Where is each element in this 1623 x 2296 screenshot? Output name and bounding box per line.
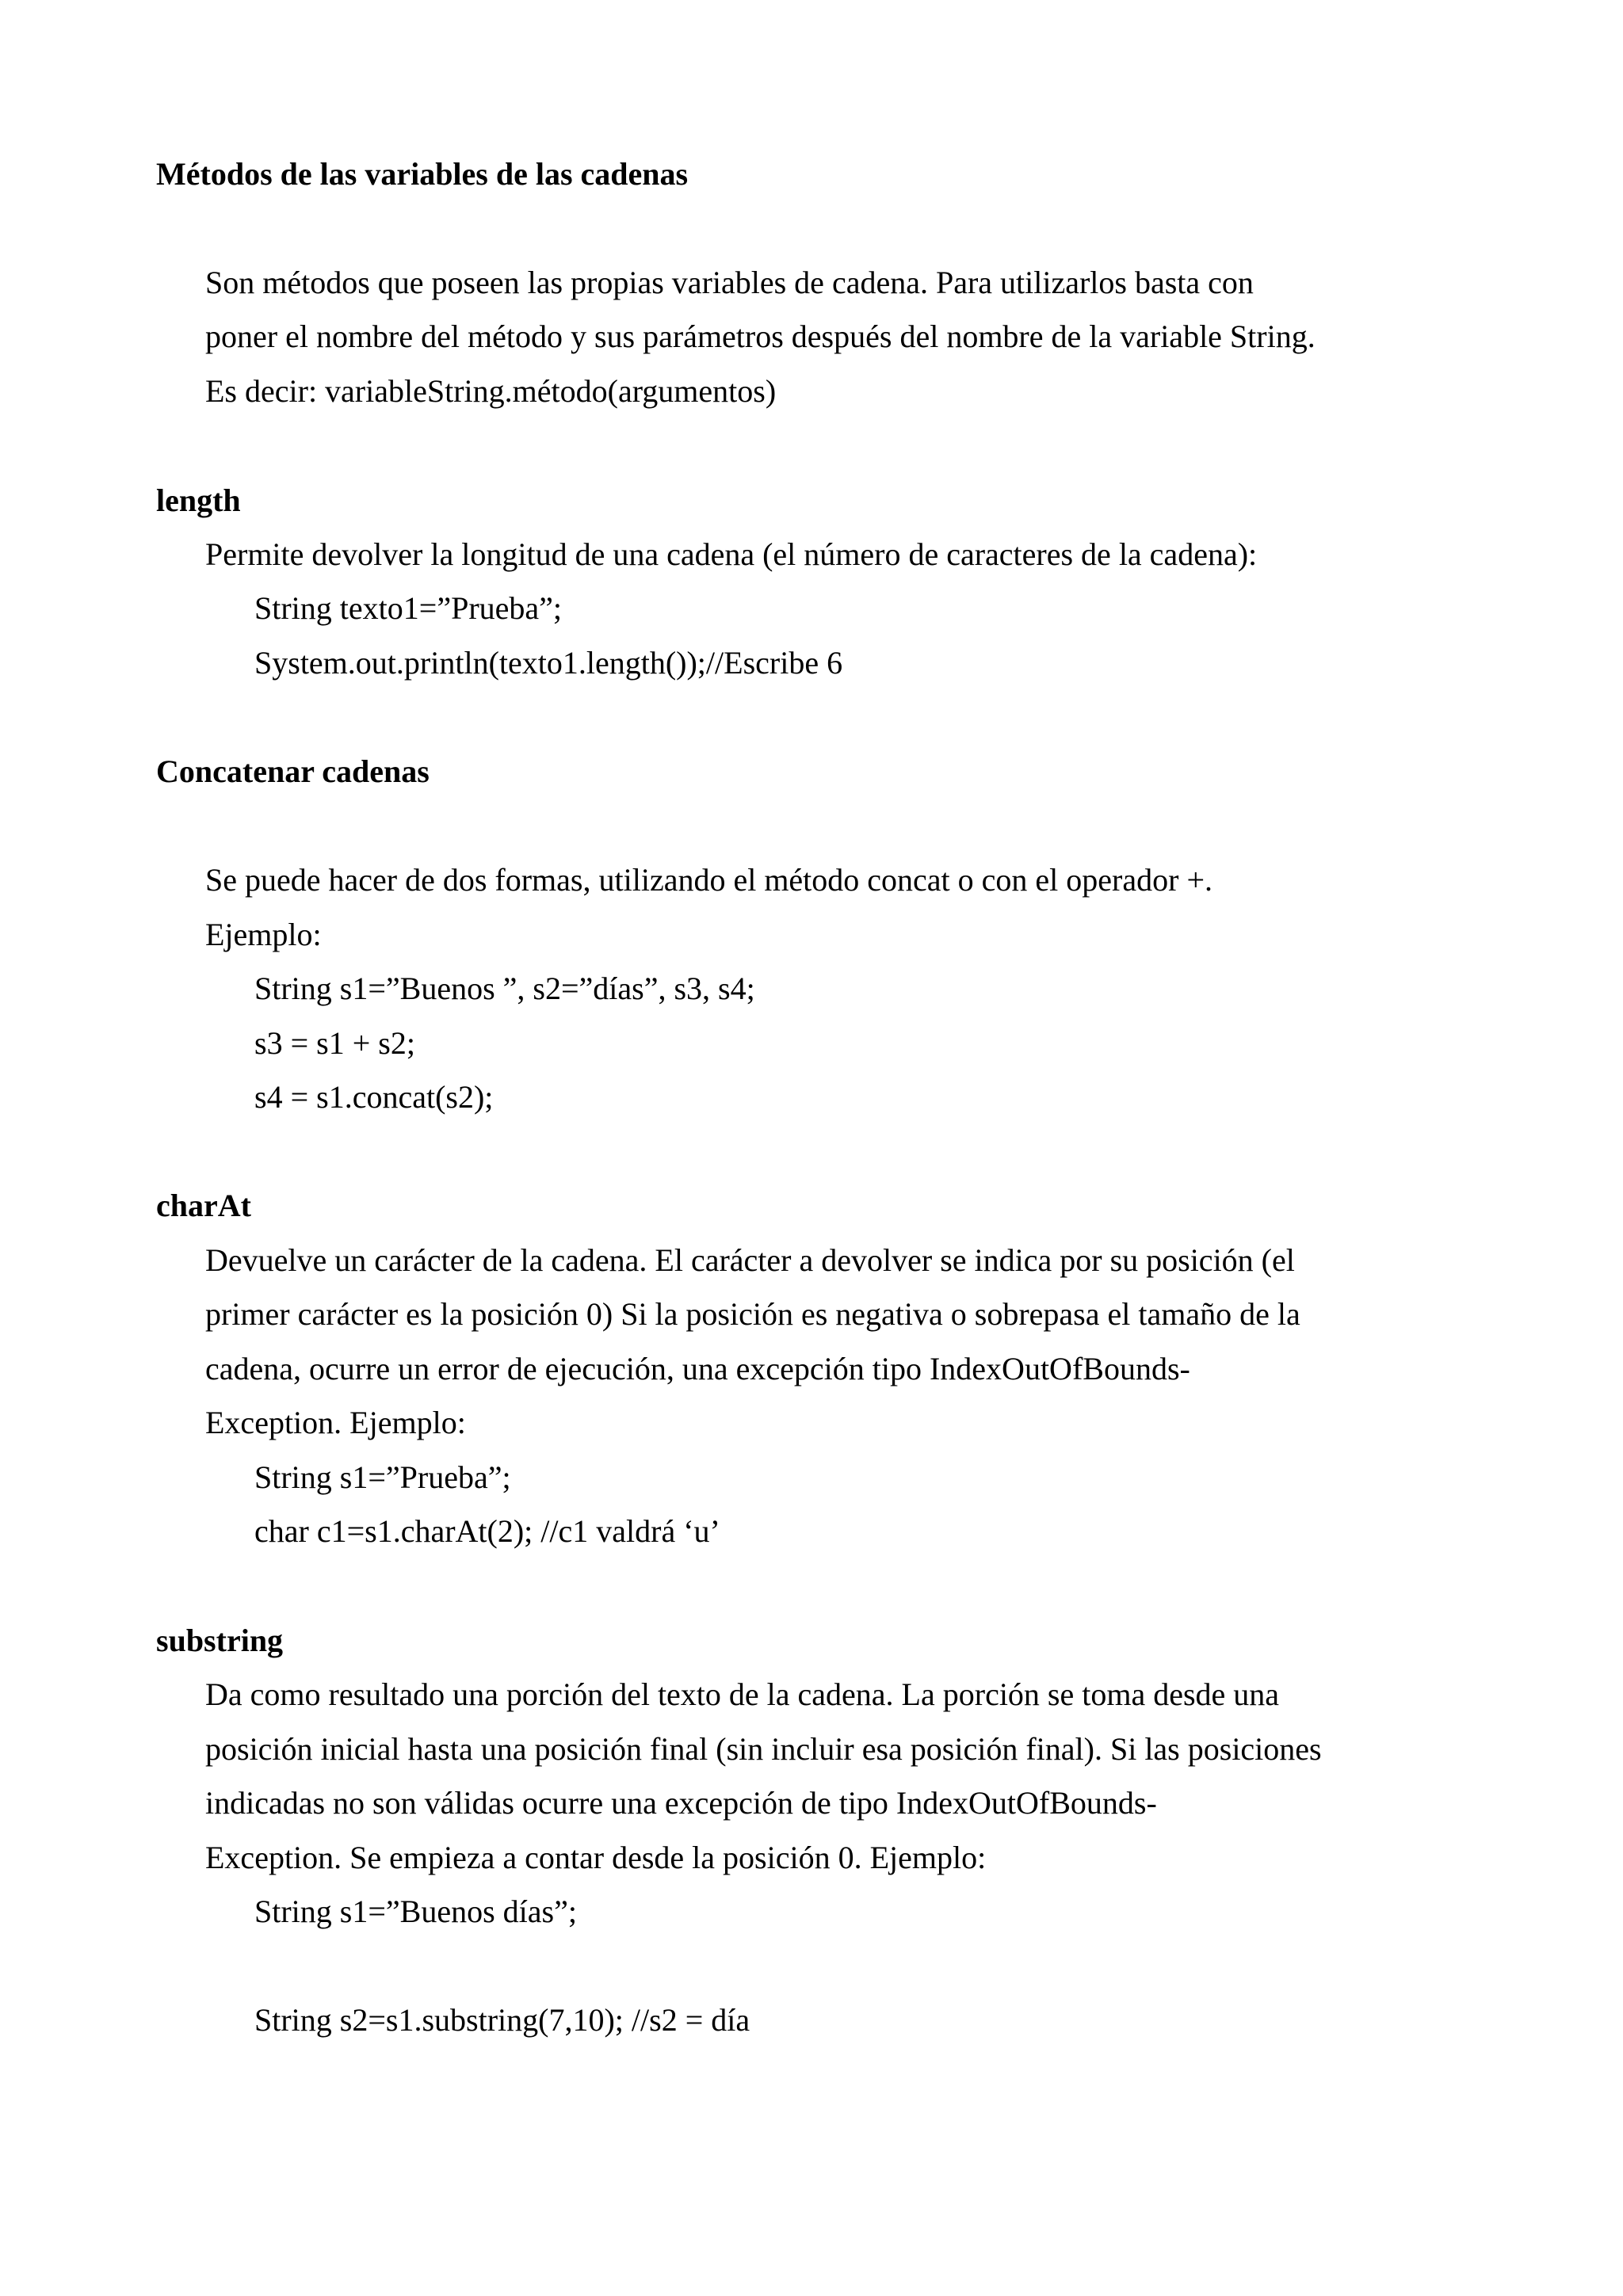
intro-line: Es decir: variableString.método(argumentos) [205, 373, 777, 409]
paragraph-line: Permite devolver la longitud de una cadena (el número de caracteres de la cadena): [205, 536, 1258, 572]
section-heading-concat: Concatenar cadenas [156, 753, 430, 789]
paragraph-line: cadena, ocurre un error de ejecución, una excepción tipo IndexOutOfBounds- [205, 1351, 1190, 1386]
paragraph-line: Exception. Ejemplo: [205, 1405, 466, 1440]
section-heading-length: length [156, 482, 241, 518]
code-line: String s1=”Buenos ”, s2=”días”, s3, s4; [254, 971, 755, 1006]
code-line: String s2=s1.substring(7,10); //s2 = día [254, 2002, 750, 2038]
code-line: s3 = s1 + s2; [254, 1025, 415, 1061]
page-title: Métodos de las variables de las cadenas [156, 156, 689, 192]
paragraph-line: Se puede hacer de dos formas, utilizando el método concat o con el operador +. [205, 862, 1212, 898]
section-heading-substring: substring [156, 1623, 284, 1658]
intro-line: Son métodos que poseen las propias variables de cadena. Para utilizarlos basta con [205, 265, 1254, 300]
paragraph-line: Devuelve un carácter de la cadena. El carácter a devolver se indica por su posición (el [205, 1242, 1295, 1278]
paragraph-line: indicadas no son válidas ocurre una excepción de tipo IndexOutOfBounds- [205, 1785, 1157, 1821]
paragraph-line: Exception. Se empieza a contar desde la posición 0. Ejemplo: [205, 1840, 987, 1875]
paragraph-line: primer carácter es la posición 0) Si la posición es negativa o sobrepasa el tamaño de la [205, 1296, 1300, 1332]
paragraph-line: Da como resultado una porción del texto de la cadena. La porción se toma desde una [205, 1676, 1280, 1712]
intro-line: poner el nombre del método y sus parámetros después del nombre de la variable String. [205, 318, 1316, 354]
paragraph-line: posición inicial hasta una posición final (sin incluir esa posición final). Si las posiciones [205, 1731, 1322, 1767]
code-line: System.out.println(texto1.length());//Escribe 6 [254, 645, 843, 681]
code-line: String s1=”Prueba”; [254, 1459, 511, 1495]
code-line: s4 = s1.concat(s2); [254, 1079, 494, 1115]
section-heading-charat: charAt [156, 1188, 251, 1223]
code-line: String s1=”Buenos días”; [254, 1894, 577, 1929]
code-line: char c1=s1.charAt(2); //c1 valdrá ‘u’ [254, 1513, 720, 1549]
code-line: String texto1=”Prueba”; [254, 590, 563, 626]
paragraph-line: Ejemplo: [205, 917, 322, 952]
